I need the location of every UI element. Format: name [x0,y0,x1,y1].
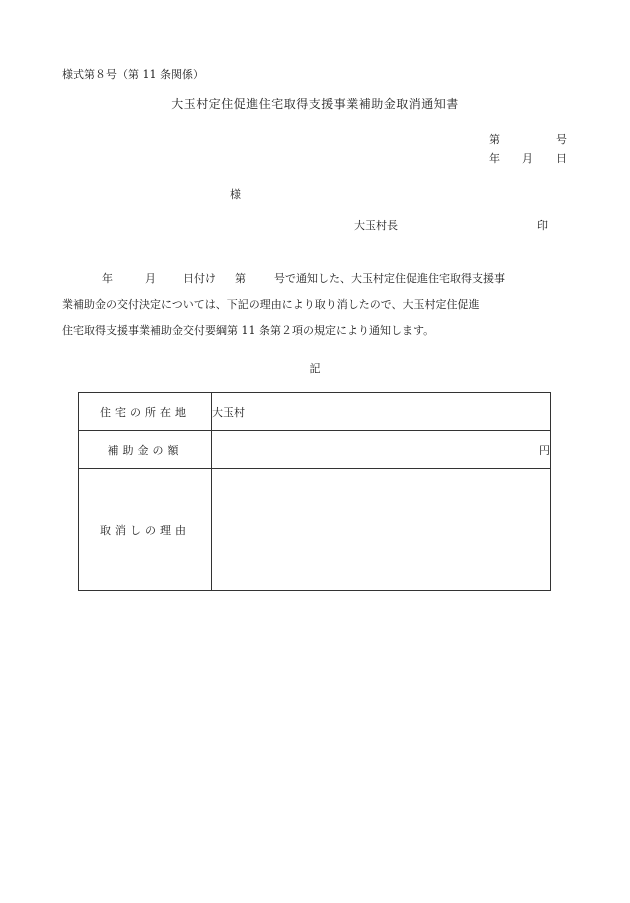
date-month: 月 [522,152,533,165]
body-line-3: 住宅取得支援事業補助金交付要綱第 11 条第２項の規定により通知します。 [62,324,435,337]
address-value: 大玉村 [212,393,551,431]
date-year: 年 [489,152,500,165]
doc-number-prefix: 第 [489,133,500,146]
notice-year: 年 [102,272,113,285]
address-label: 住宅の所在地 [79,393,212,431]
table-row [79,431,551,469]
body-line-1: 号で通知した、大玉村定住促進住宅取得支援事 [274,272,505,285]
body-line-2: 業補助金の交付決定については、下記の理由により取り消したので、大玉村定住促進 [62,298,480,311]
notice-number-prefix: 第 [235,272,246,285]
detail-table [78,392,551,591]
addressee-honorific: 様 [230,188,241,201]
reason-value [212,469,551,591]
reason-label: 取消しの理由 [79,469,212,591]
table-row [79,469,551,591]
date-day: 日 [556,152,567,165]
amount-label: 補助金の額 [79,431,212,469]
notice-month: 月 [145,272,156,285]
sender-name: 大玉村長 [354,219,398,232]
doc-number-suffix: 号 [556,133,567,146]
amount-unit: 円 [212,431,551,469]
form-number: 様式第８号（第 11 条関係） [62,68,204,81]
document-title: 大玉村定住促進住宅取得支援事業補助金取消通知書 [171,97,459,111]
notice-day-suffix: 日付け [183,272,216,285]
ki-heading: 記 [309,362,321,375]
table-row [79,393,551,431]
seal-mark: 印 [537,219,548,232]
